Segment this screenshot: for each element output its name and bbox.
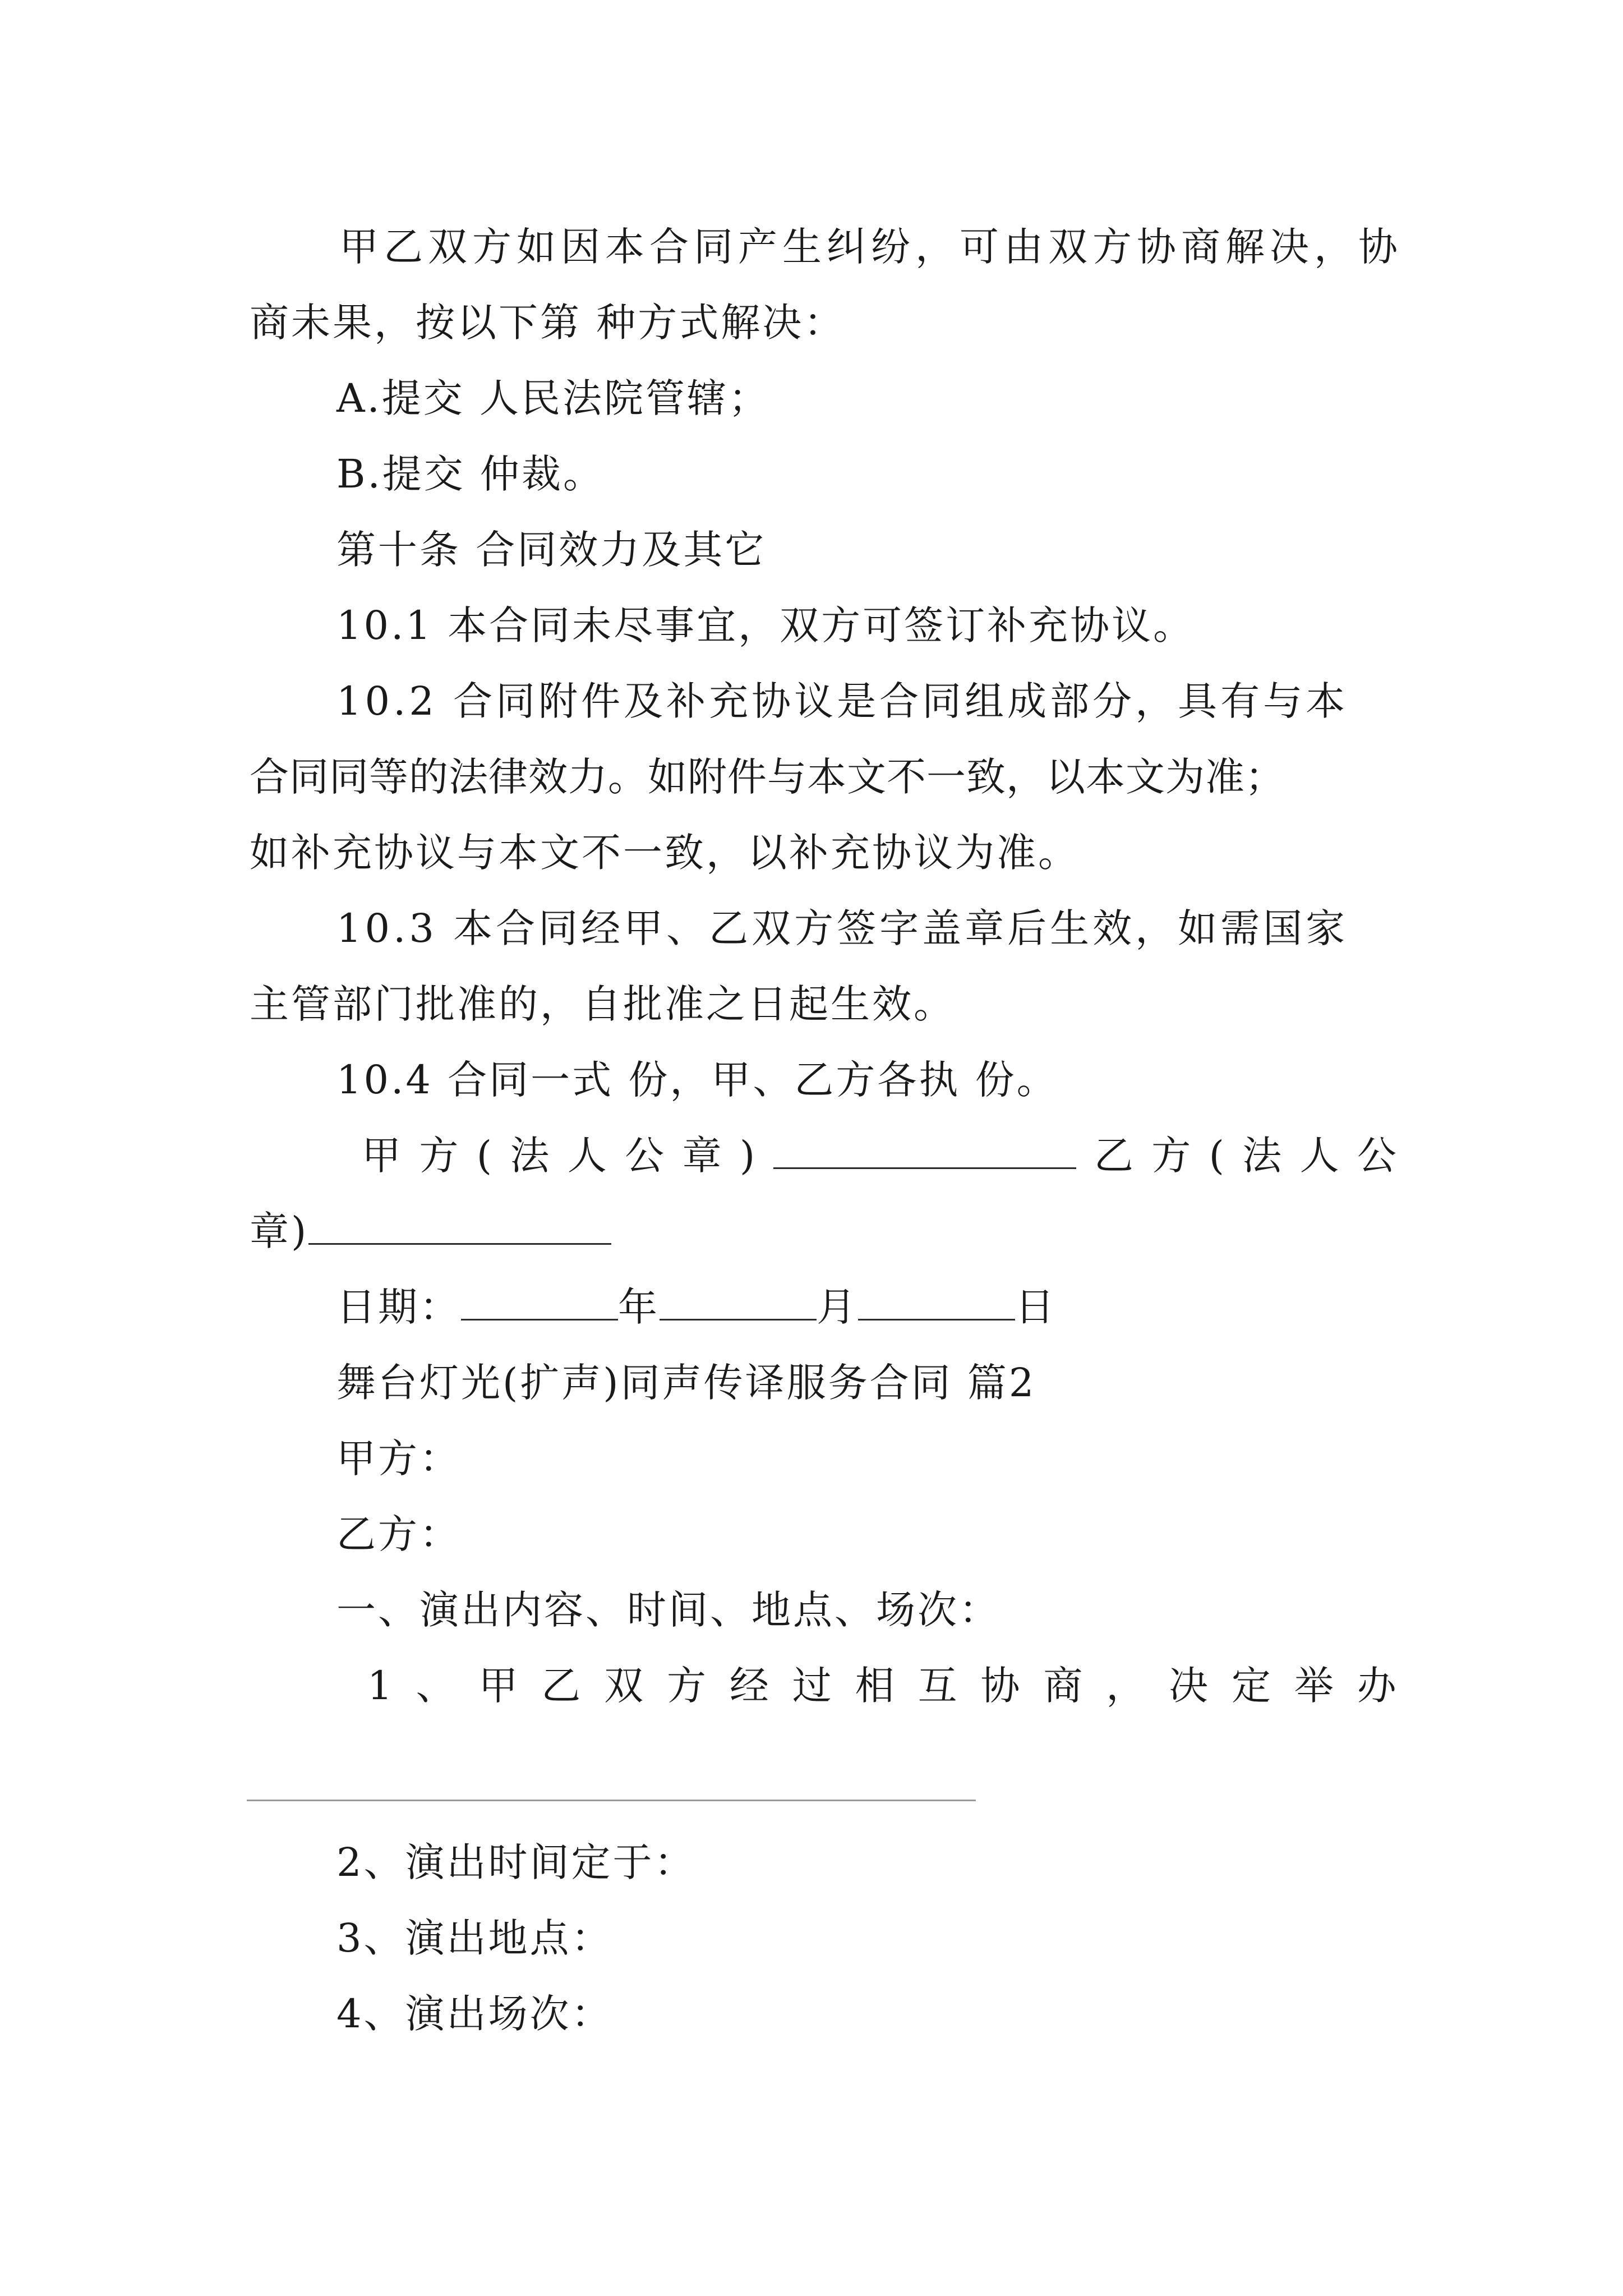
party-b-char: 公 [1357,1133,1396,1179]
day-label: 日 [1015,1284,1057,1330]
item-1-char: 乙 [541,1663,581,1709]
item-1-char: 过 [792,1663,832,1709]
item-1-char: 协 [980,1663,1020,1709]
party-b-char: 乙 [1094,1133,1133,1179]
item-1-char: 定 [1232,1663,1271,1709]
party-b-label: 乙方： [336,1511,461,1557]
paragraph-line: 甲乙双方如因本合同产生纠纷，可由双方协商解决，协 [339,224,1403,270]
party-a-char: 章 [682,1133,722,1179]
paragraph-line: 主管部门批准的，自批准之日起生效。 [250,981,955,1027]
item-1-char: 甲 [478,1663,518,1709]
item-1-char: 互 [917,1663,957,1709]
year-label: 年 [618,1284,660,1330]
signature-line-continued [250,1206,611,1257]
paragraph-line: A.提交 人民法院管辖； [336,375,771,421]
month-label: 月 [817,1284,858,1330]
paragraph-line: 10.1 本合同未尽事宜，双方可签订补充协议。 [336,602,1195,648]
item-2: 2、演出时间定于： [336,1839,696,1885]
party-b-char: 方 [1151,1133,1191,1179]
party-b-char: 人 [1299,1133,1339,1179]
party-a-char: ) [739,1133,755,1179]
section-heading: 一、演出内容、时间、地点、场次： [336,1587,1000,1633]
item-1-char: 双 [604,1663,644,1709]
item-1-char: 决 [1169,1663,1209,1709]
day-blank[interactable] [858,1284,1015,1320]
item-1-char: 办 [1357,1663,1396,1709]
party-a-char: 人 [567,1133,607,1179]
party-a-label: 甲方： [336,1435,461,1481]
item-1-char: 相 [855,1663,895,1709]
item-1-char: ， [1106,1663,1146,1709]
party-b-char: 法 [1242,1133,1282,1179]
date-label: 日期： [336,1284,461,1330]
paragraph-line: 10.3 本合同经甲、乙双方签字盖章后生效，如需国家 [336,905,1349,951]
item-1-char: 举 [1294,1663,1334,1709]
year-blank[interactable] [461,1284,618,1320]
party-a-char: 方 [419,1133,459,1179]
item-1-blank-rule [247,1800,976,1801]
party-b-char: ( [1209,1133,1224,1179]
paragraph-line: 合同同等的法律效力。如附件与本文不一致，以本文为准； [250,754,1285,800]
section-heading: 第十条 合同效力及其它 [336,527,767,573]
paragraph-line: 商未果，按以下第 种方式解决： [250,300,846,346]
item-1-char: 经 [729,1663,769,1709]
party-a-char: 公 [625,1133,665,1179]
paragraph-line: 如补充协议与本文不一致，以补充协议为准。 [250,830,1080,876]
item-1-char: 1 [367,1663,393,1709]
signature-blank-b[interactable] [308,1208,611,1245]
item-1-char: 商 [1043,1663,1083,1709]
item-1-char: 、 [416,1663,455,1709]
signature-line [362,1130,1396,1181]
party-b-end: 章) [250,1208,309,1254]
date-line [336,1282,1057,1332]
party-a-char: 甲 [362,1133,401,1179]
paragraph-line: B.提交 仲裁。 [336,451,605,497]
item-3: 3、演出地点： [336,1915,613,1961]
party-a-char: 法 [510,1133,550,1179]
month-blank[interactable] [660,1284,817,1320]
party-a-char: ( [476,1133,492,1179]
item-1-char: 方 [667,1663,706,1709]
signature-blank-a[interactable] [773,1133,1076,1169]
item-4: 4、演出场次： [336,1991,613,2037]
paragraph-line: 10.4 合同一式 份，甲、乙方各执 份。 [336,1057,1058,1103]
item-1-line [367,1660,1396,1711]
contract-title: 舞台灯光(扩声)同声传译服务合同 篇2 [336,1360,1036,1406]
paragraph-line: 10.2 合同附件及补充协议是合同组成部分，具有与本 [336,678,1349,724]
